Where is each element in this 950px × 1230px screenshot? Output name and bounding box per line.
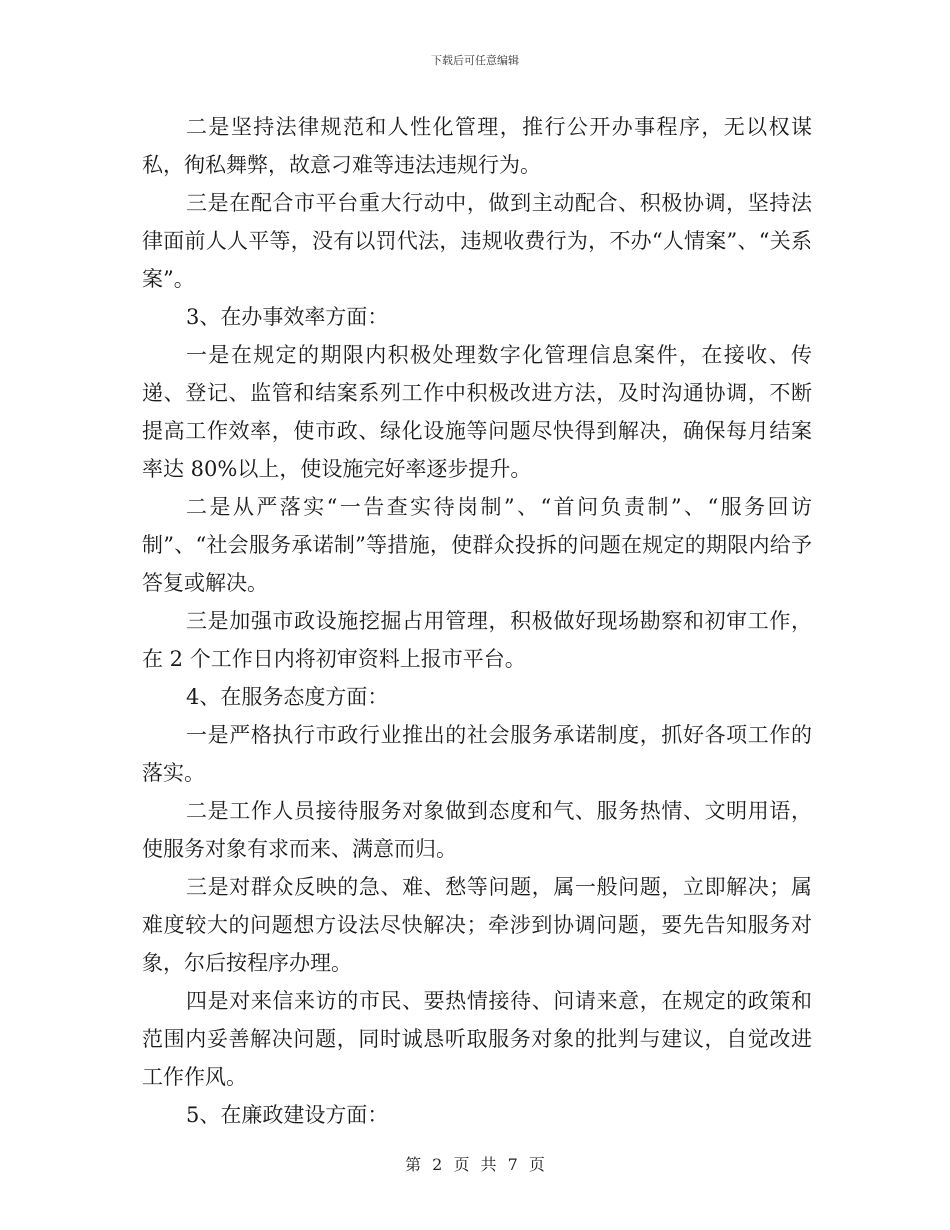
- page-number: 第 2 页 共 7 页: [405, 1155, 545, 1174]
- document-body: [142, 108, 812, 1134]
- paragraph: 三是在配合市平台重大行动中，做到主动配合、积极协调，坚持法律面前人人平等，没有以罚代法，违规收费行为，不办“人情案”、“关系案”。: [142, 191, 812, 291]
- section-heading: 3、在办事效率方面：: [186, 305, 389, 329]
- section-heading: 5、在廉政建设方面：: [186, 1103, 389, 1127]
- paragraph: 一是严格执行市政行业推出的社会服务承诺制度，抓好各项工作的落实。: [142, 723, 812, 785]
- page-header: 下载后可任意编辑: [431, 54, 519, 67]
- paragraph: 二是工作人员接待服务对象做到态度和气、服务热情、文明用语，使服务对象有求而来、满意而归。: [142, 799, 812, 861]
- paragraph: 一是在规定的期限内积极处理数字化管理信息案件，在接收、传递、登记、监管和结案系列工作中积极改进方法，及时沟通协调，不断提高工作效率，使市政、绿化设施等问题尽快得到解决，确保每月结案率达 80%以上，使设施完好率逐步提升。: [142, 343, 812, 481]
- paragraph: 二是从严落实“一告查实待岗制”、“首问负责制”、“服务回访制”、“社会服务承诺制”等措施，使群众投拆的问题在规定的期限内给予答复或解决。: [142, 495, 812, 595]
- paragraph: 二是坚持法律规范和人性化管理，推行公开办事程序，无以权谋私，徇私舞弊，故意刁难等违法违规行为。: [142, 115, 812, 177]
- paragraph: 三是加强市政设施挖掘占用管理，积极做好现场勘察和初审工作，在 2 个工作日内将初审资料上报市平台。: [142, 609, 812, 671]
- paragraph: 三是对群众反映的急、难、愁等问题，属一般问题，立即解决；属难度较大的问题想方设法尽快解决；牵涉到协调问题，要先告知服务对象，尔后按程序办理。: [142, 875, 812, 975]
- section-heading: 4、在服务态度方面：: [186, 685, 389, 709]
- paragraph: 四是对来信来访的市民、要热情接待、问请来意，在规定的政策和范围内妥善解决问题，同时诚恳听取服务对象的批判与建议，自觉改进工作作风。: [142, 989, 812, 1089]
